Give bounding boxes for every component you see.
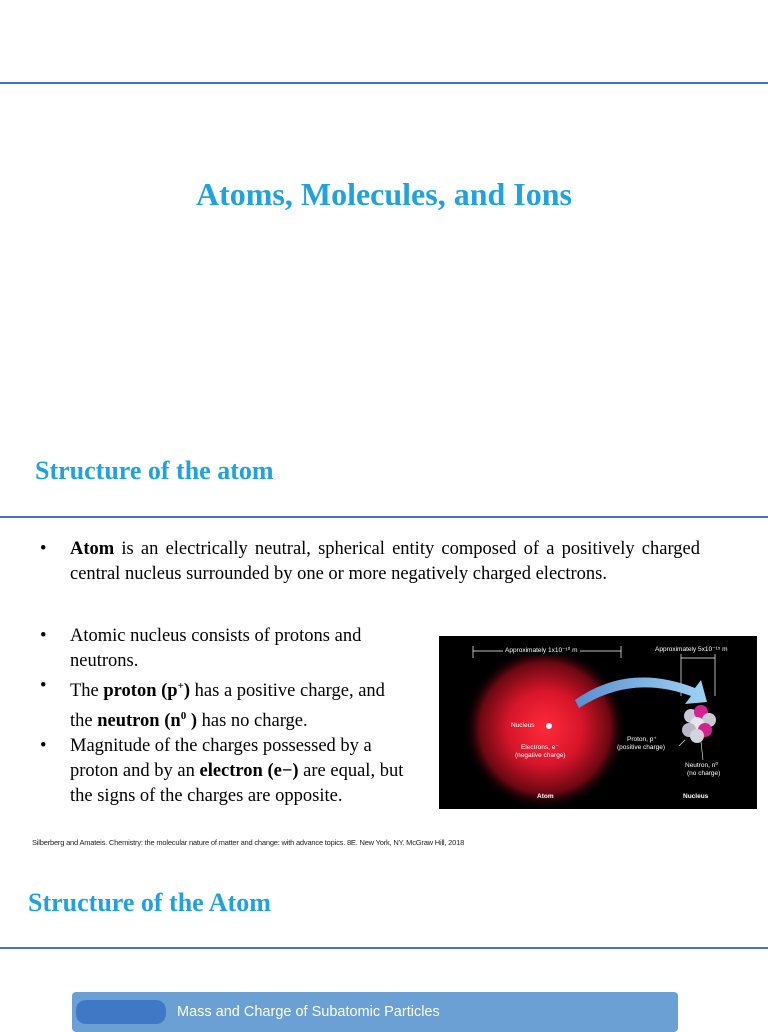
bullet-list-nucleus	[40, 624, 405, 809]
neutron-sublabel: (no charge)	[687, 770, 721, 777]
bullet-nucleus	[40, 624, 405, 674]
term-proton-close: )	[183, 681, 191, 702]
nucleus-label: Nucleus	[511, 722, 535, 729]
proton-sublabel: (positive charge)	[617, 744, 666, 751]
bullet-marker: •	[40, 736, 47, 757]
section-heading-structure: Structure of the atom	[35, 456, 274, 485]
header-brush-mark	[76, 1000, 166, 1024]
electrons-sublabel: (negative charge)	[515, 752, 566, 759]
term-neutron	[97, 711, 197, 731]
neutron-label: Neutron, n⁰	[685, 762, 718, 769]
text-fragment: are equal, but the signs of the charges are opposite.	[70, 761, 404, 807]
bullet-marker: •	[40, 626, 47, 646]
atom-diagram	[439, 636, 757, 809]
atom-definition-text: is an electrically neutral, spherical entity composed of a positively charged central nucleus surrounded by one or more negatively charged electrons.	[70, 539, 700, 584]
slide-title: Atoms, Molecules, and Ions	[195, 176, 572, 212]
slide-divider-mid	[0, 516, 768, 518]
bullet-proton-neutron	[40, 674, 405, 734]
section-heading-structure-2: Structure of the Atom	[28, 888, 271, 917]
text-fragment: has no charge.	[196, 711, 308, 732]
atom-caption: Atom	[537, 793, 554, 800]
term-proton	[103, 681, 190, 701]
slide-divider-top	[0, 82, 768, 84]
citation: Silberberg and Amateis. Chemistry: the molecular nature of matter and change: with advance topics. 8E. New York, NY. McGraw Hill, 2018	[32, 838, 465, 847]
proton-superscript: +	[177, 680, 184, 692]
nucleus-caption: Nucleus	[683, 793, 709, 800]
table-title: Mass and Charge of Subatomic Particles	[177, 1004, 440, 1020]
bullet-marker: •	[40, 539, 47, 559]
neutron-superscript: 0	[180, 710, 187, 723]
text-fragment: has a positive charge, and the	[70, 681, 385, 732]
neutron-pointer	[701, 742, 703, 760]
term-atom: Atom	[70, 539, 115, 559]
bullet-marker: •	[40, 676, 47, 696]
bullet-list-atom	[40, 537, 700, 587]
term-proton-text: proton (p	[103, 681, 178, 702]
term-neutron-text: neutron (n	[97, 711, 181, 732]
table-header-bar	[72, 992, 678, 1032]
bullet-charge-magnitude	[40, 734, 405, 809]
nucleus-cluster	[682, 705, 716, 743]
atom-size-label: Approximately 1x10⁻¹⁰ m	[505, 647, 578, 654]
nucleus-size-label: Approximately 5x10⁻¹⁵ m	[655, 646, 728, 653]
text-fragment: Magnitude of the charges possessed by a proton and by an	[70, 736, 372, 782]
bullet-atom-definition	[40, 537, 700, 587]
proton-label: Proton, p⁺	[627, 736, 657, 743]
proton-pointer	[679, 740, 685, 746]
electrons-label: Electrons, e⁻	[521, 744, 559, 751]
electron-cloud	[463, 646, 627, 809]
term-electron: electron (e−)	[199, 761, 299, 782]
atom-structure-figure	[439, 636, 757, 809]
slide-divider-bottom	[0, 947, 768, 949]
nucleus-text: Atomic nucleus consists of protons and neutrons.	[70, 626, 362, 671]
text-fragment: The	[70, 681, 104, 702]
nucleus-dot	[546, 723, 552, 729]
term-neutron-close: )	[186, 711, 197, 732]
